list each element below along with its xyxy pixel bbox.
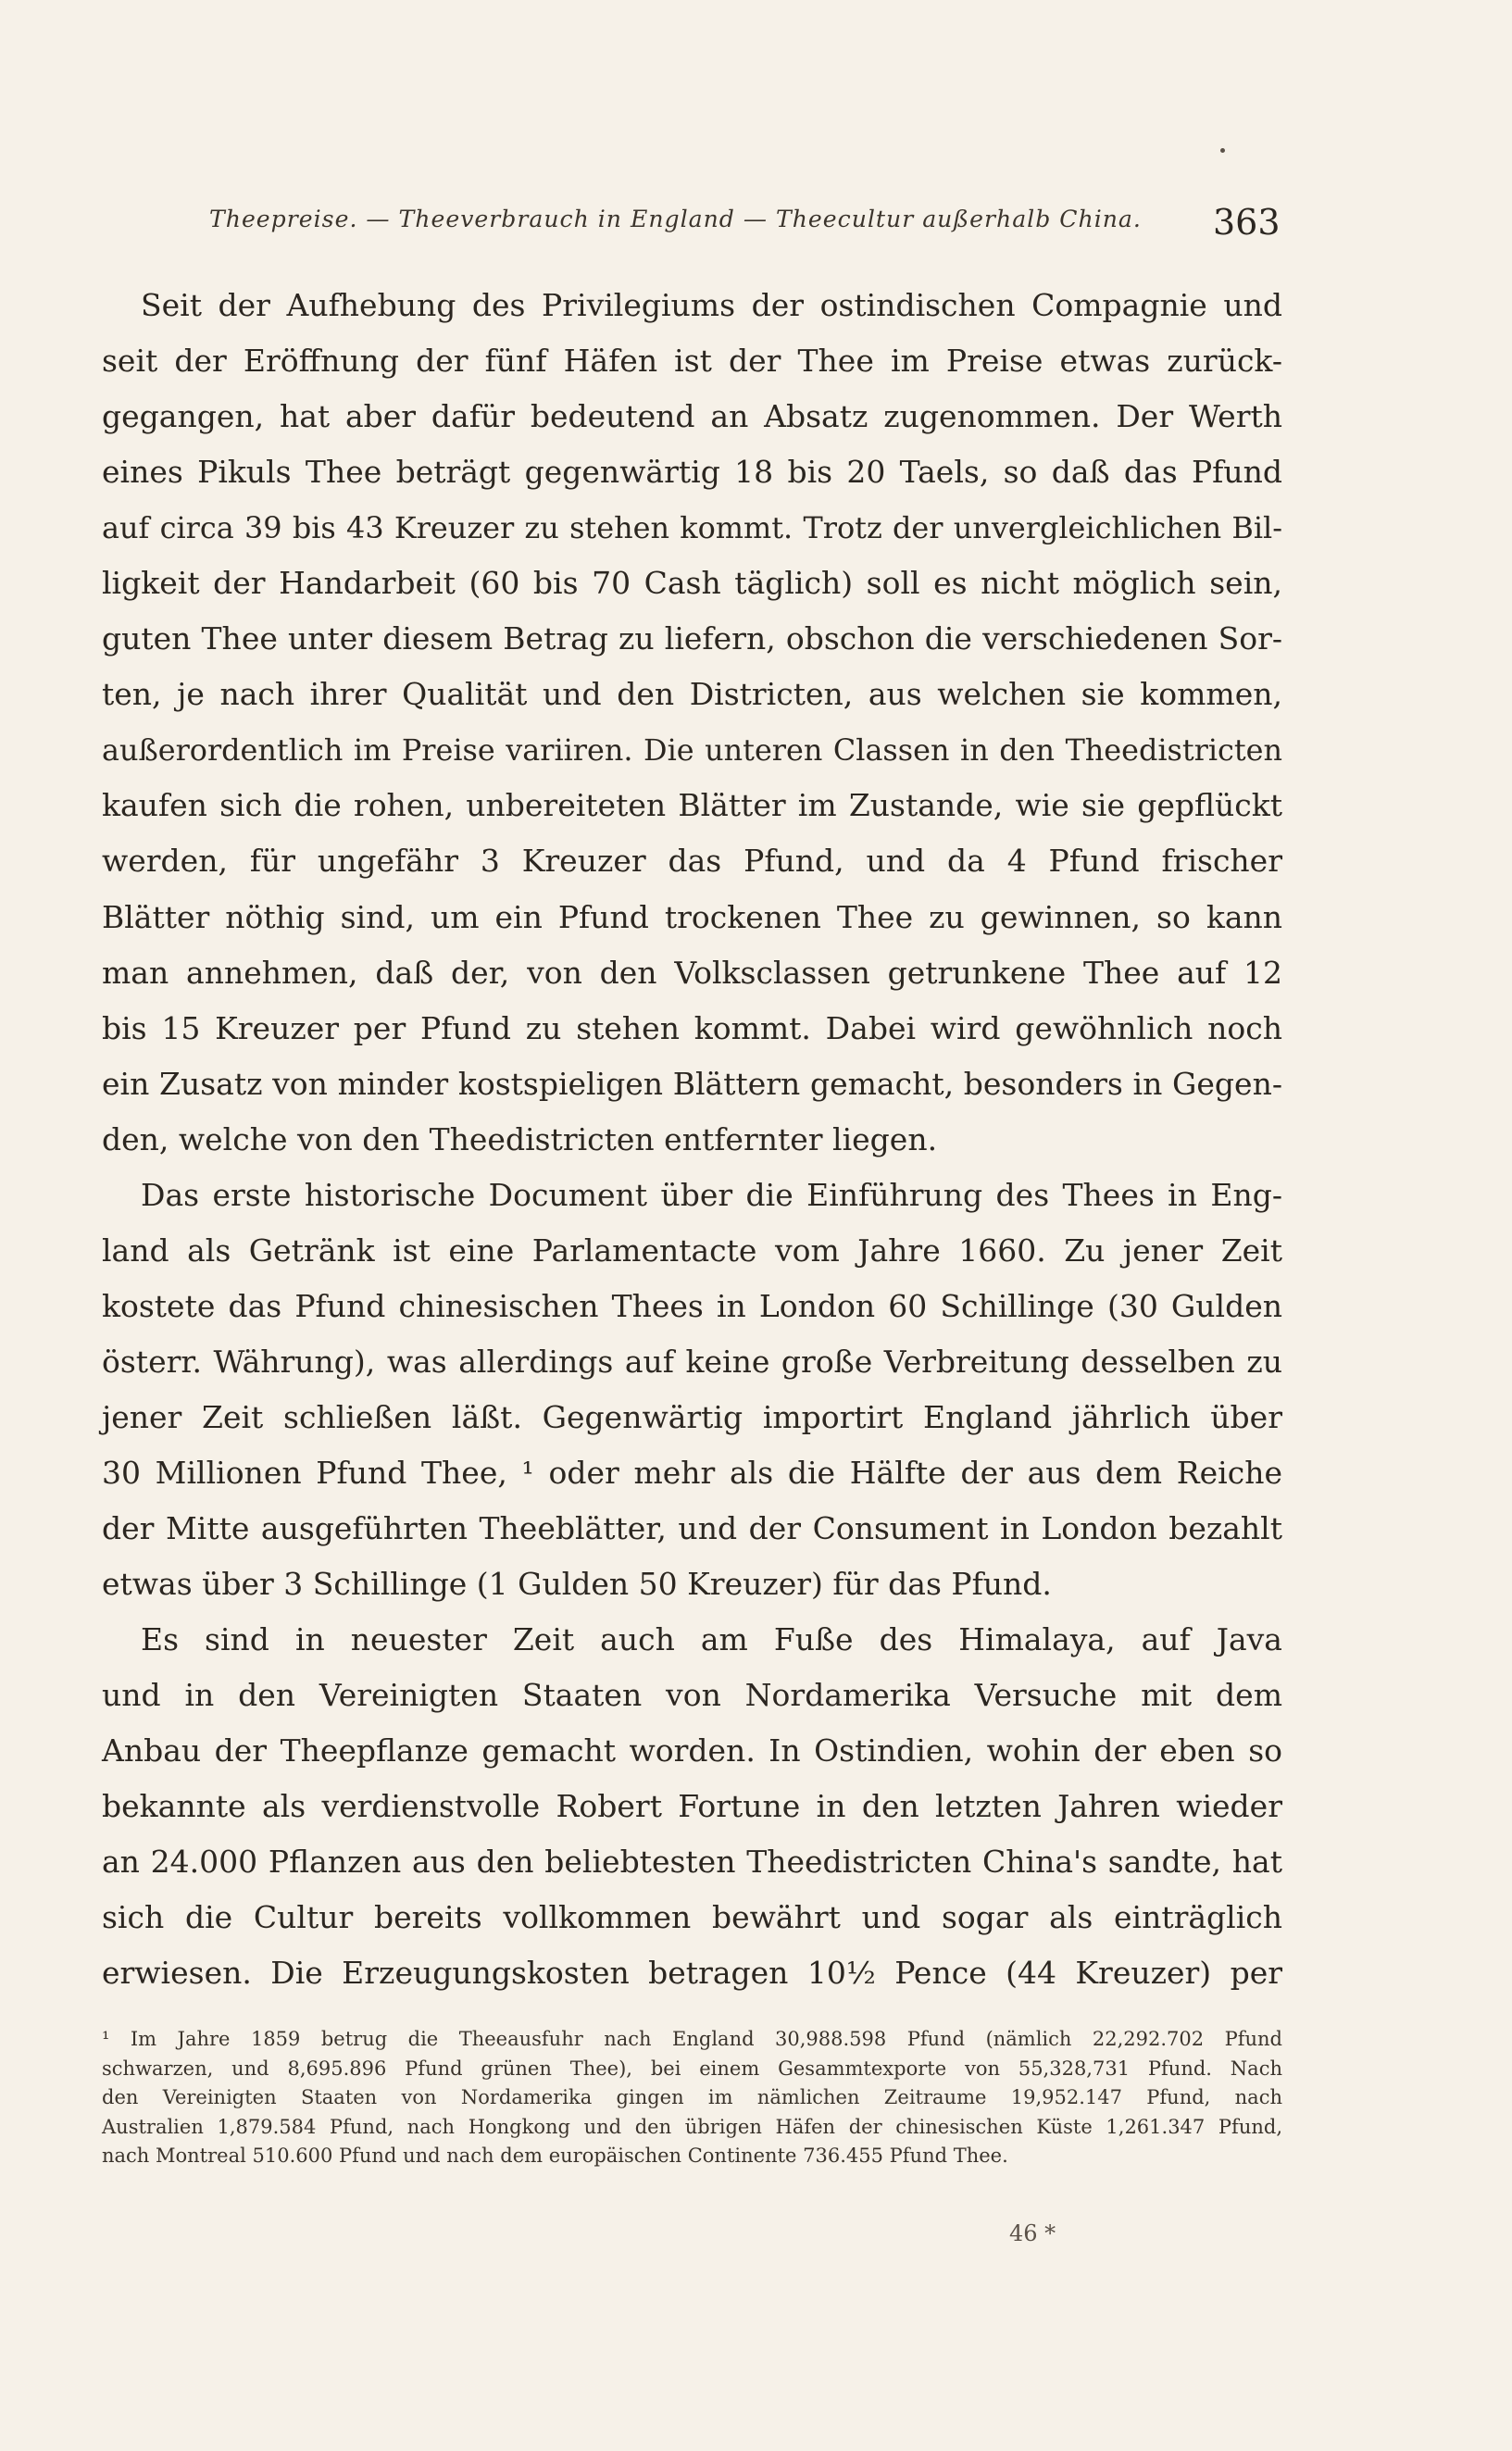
- text-line: sich die Cultur bereits vollkommen bewährt und sogar als einträglich: [102, 1899, 1282, 1936]
- text-line: und in den Vereinigten Staaten von Nordamerika Versuche mit dem: [102, 1677, 1282, 1714]
- footnote-line: den Vereinigten Staaten von Nordamerika gingen im nämlichen Zeitraume 19,952.147 Pfund, nach: [102, 2086, 1282, 2109]
- text-line: kostete das Pfund chinesischen Thees in London 60 Schillinge (30 Gulden: [102, 1287, 1282, 1324]
- text-line: etwas über 3 Schillinge (1 Gulden 50 Kreuzer) für das Pfund.: [102, 1566, 1052, 1603]
- main-text: [102, 278, 1282, 2001]
- text-line: außerordentlich im Preise variiren. Die unteren Classen in den Theedistricten: [102, 732, 1282, 769]
- text-line: guten Thee unter diesem Betrag zu liefern, obschon die verschiedenen Sor-: [102, 620, 1282, 657]
- text-line: land als Getränk ist eine Parlamentacte vom Jahre 1660. Zu jener Zeit: [102, 1232, 1282, 1269]
- text-line: Blätter nöthig sind, um ein Pfund trockenen Thee zu gewinnen, so kann: [102, 898, 1282, 935]
- text-line: kaufen sich die rohen, unbereiteten Blätter im Zustande, wie sie gepflückt: [102, 787, 1282, 824]
- footnote-line: Australien 1,879.584 Pfund, nach Hongkong und den übrigen Häfen der chinesischen Küste 1,261.347 Pfund,: [102, 2115, 1282, 2138]
- footnote-line: nach Montreal 510.600 Pfund und nach dem europäischen Continente 736.455 Pfund Thee.: [102, 2145, 1008, 2168]
- footnote-line: schwarzen, und 8,695.896 Pfund grünen Thee), bei einem Gesammtexporte von 55,328,731 Pfund. Nach: [102, 2057, 1282, 2080]
- page-number: 363: [1213, 202, 1281, 243]
- text-line: an 24.000 Pflanzen aus den beliebtesten Theedistricten China's sandte, hat: [102, 1844, 1282, 1881]
- footnotes: [102, 2025, 1282, 2171]
- footnote-line: ¹ Im Jahre 1859 betrug die Theeausfuhr nach England 30,988.598 Pfund (nämlich 22,292.702 Pfund: [102, 2028, 1282, 2050]
- text-line: der Mitte ausgeführten Theeblätter, und der Consument in London bezahlt: [102, 1510, 1282, 1547]
- printer-signature: 46 *: [1009, 2220, 1056, 2246]
- text-line: 30 Millionen Pfund Thee, ¹ oder mehr als die Hälfte der aus dem Reiche: [102, 1454, 1282, 1491]
- text-line: österr. Währung), was allerdings auf keine große Verbreitung desselben zu: [102, 1343, 1282, 1380]
- text-line: man annehmen, daß der, von den Volksclassen getrunkene Thee auf 12: [102, 954, 1282, 991]
- text-line: Es sind in neuester Zeit auch am Fuße des Himalaya, auf Java: [141, 1621, 1282, 1658]
- ink-dot: [1220, 148, 1225, 153]
- text-line: ten, je nach ihrer Qualität und den Districten, aus welchen sie kommen,: [102, 676, 1282, 713]
- text-line: jener Zeit schließen läßt. Gegenwärtig importirt England jährlich über: [102, 1398, 1282, 1435]
- text-line: Seit der Aufhebung des Privilegiums der ostindischen Compagnie und: [141, 287, 1282, 323]
- text-line: ligkeit der Handarbeit (60 bis 70 Cash täglich) soll es nicht möglich sein,: [102, 565, 1282, 602]
- text-line: werden, für ungefähr 3 Kreuzer das Pfund, und da 4 Pfund frischer: [102, 843, 1282, 880]
- text-line: gegangen, hat aber dafür bedeutend an Absatz zugenommen. Der Werth: [102, 398, 1282, 435]
- running-head: Theepreise. — Theeverbrauch in England — Theecultur außerhalb China.: [209, 206, 1142, 232]
- text-line: ein Zusatz von minder kostspieligen Blättern gemacht, besonders in Gegen-: [102, 1065, 1282, 1102]
- text-line: seit der Eröffnung der fünf Häfen ist der Thee im Preise etwas zurück-: [102, 343, 1282, 380]
- text-line: auf circa 39 bis 43 Kreuzer zu stehen kommt. Trotz der unvergleichlichen Bil-: [102, 510, 1282, 546]
- text-line: den, welche von den Theedistricten entfernter liegen.: [102, 1120, 938, 1157]
- text-line: erwiesen. Die Erzeugungskosten betragen 10½ Pence (44 Kreuzer) per: [102, 1955, 1282, 1992]
- text-line: Anbau der Theepflanze gemacht worden. In Ostindien, wohin der eben so: [102, 1732, 1282, 1769]
- text-line: bis 15 Kreuzer per Pfund zu stehen kommt. Dabei wird gewöhnlich noch: [102, 1009, 1282, 1046]
- text-line: bekannte als verdienstvolle Robert Fortune in den letzten Jahren wieder: [102, 1788, 1282, 1825]
- text-line: eines Pikuls Thee beträgt gegenwärtig 18 bis 20 Taels, so daß das Pfund: [102, 454, 1282, 491]
- text-line: Das erste historische Document über die Einführung des Thees in Eng-: [141, 1176, 1282, 1213]
